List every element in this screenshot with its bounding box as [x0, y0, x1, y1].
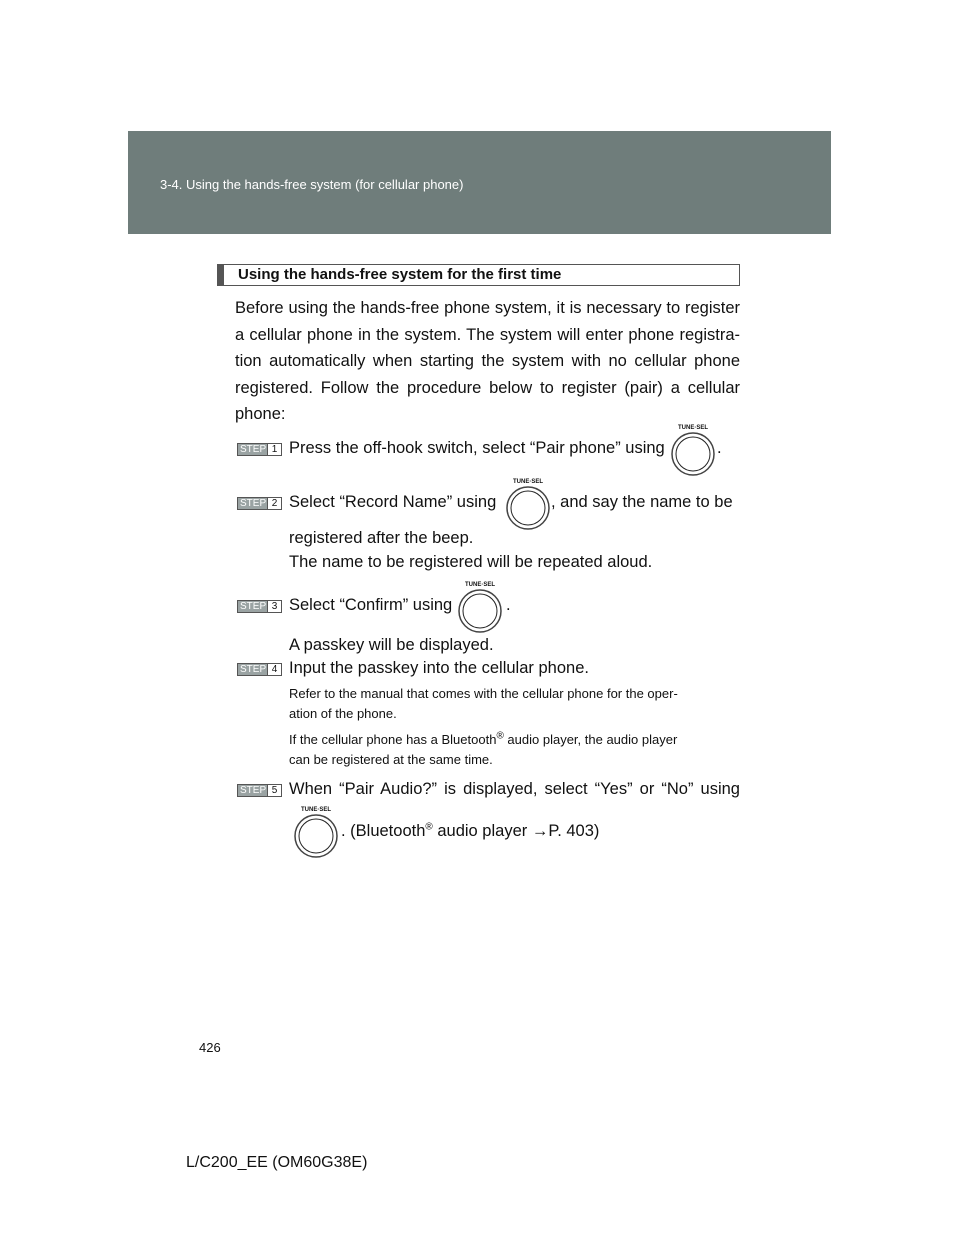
tune-sel-knob-icon: [287, 802, 345, 862]
step-5-text: When “Pair Audio?” is displayed, select “Yes” or “No” using: [289, 780, 740, 798]
step-4-note-1a: Refer to the manual that comes with the cellular phone for the oper-: [289, 686, 678, 701]
step-2-text: Select “Record Name” using: [289, 493, 497, 511]
step-5-badge: STEP 5: [237, 784, 282, 797]
svg-text:TUNE·SEL: TUNE·SEL: [678, 425, 708, 431]
step-3-text: Select “Confirm” using: [289, 596, 453, 614]
intro-paragraph: Before using the hands-free phone system, it is necessary to register a cellular phone in the system. The system will enter phone registra-tion automatically when starting the system with no cellular phone registered. Follow the procedure below to register (pair) a cellular phone:: [235, 299, 740, 423]
step-1-text: Press the off-hook switch, select “Pair phone” using: [289, 439, 665, 457]
step-4-note-1b: ation of the phone.: [289, 706, 397, 721]
step-3-badge: STEP 3: [237, 600, 282, 613]
tune-sel-knob-icon: [451, 577, 509, 637]
svg-text:TUNE·SEL: TUNE·SEL: [301, 807, 331, 813]
step-4-text: Input the passkey into the cellular phone.: [289, 659, 589, 677]
section-title-box: [217, 264, 740, 286]
registered-mark: ®: [425, 821, 433, 833]
tune-sel-knob-icon: [664, 420, 722, 480]
svg-text:TUNE·SEL: TUNE·SEL: [513, 479, 543, 485]
step-1-badge: STEP 1: [237, 443, 282, 456]
chapter-breadcrumb: 3-4. Using the hands-free system (for cellular phone): [160, 177, 464, 192]
step-2-line3: The name to be registered will be repeated aloud.: [289, 553, 653, 571]
step-4-note-2b: can be registered at the same time.: [289, 752, 493, 767]
section-title: Using the hands-free system for the first time: [238, 266, 562, 283]
step-2-badge: STEP 2: [237, 497, 282, 510]
step-3-line2: A passkey will be displayed.: [289, 636, 494, 654]
tune-sel-knob-icon: [499, 474, 557, 534]
step-4-badge: STEP 4: [237, 663, 282, 676]
step-1-suffix: .: [717, 439, 722, 457]
registered-mark: ®: [496, 730, 504, 742]
step-5-line2: . (Bluetooth® audio player →P. 403): [341, 821, 600, 840]
document-code: L/C200_EE (OM60G38E): [186, 1154, 368, 1171]
step-3-suffix: .: [506, 596, 511, 614]
step-4-note-2a: If the cellular phone has a Bluetooth® audio player, the audio player: [289, 730, 678, 747]
svg-text:TUNE·SEL: TUNE·SEL: [465, 582, 495, 588]
step-2-suffix: , and say the name to be: [551, 493, 733, 511]
step-2-line2: registered after the beep.: [289, 529, 474, 547]
page-number: 426: [199, 1040, 221, 1055]
